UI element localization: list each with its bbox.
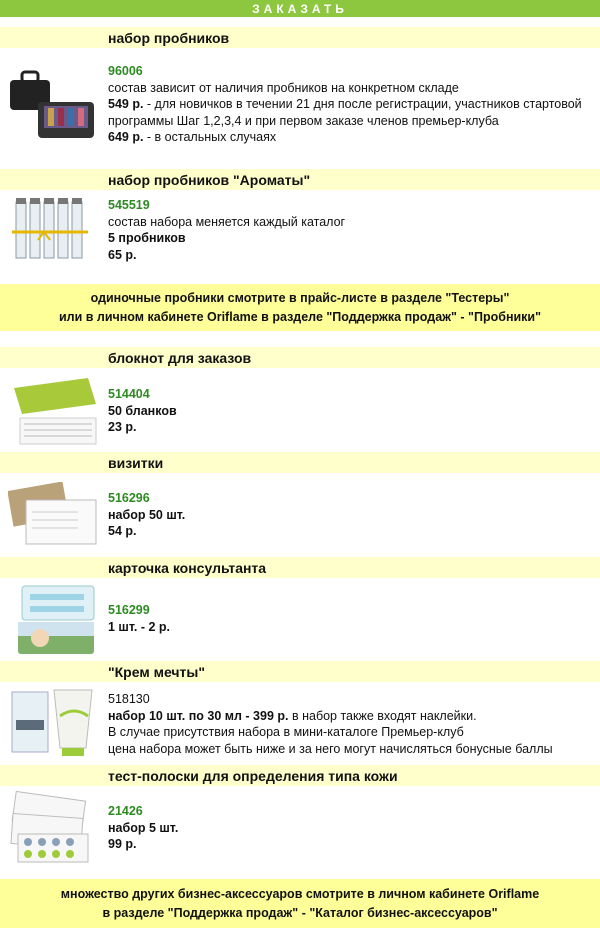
quantity-line: 5 пробников [108, 231, 186, 245]
section-header-dream-cream: "Крем мечты" [0, 661, 600, 682]
section-header-fragrance-samples: набор пробников "Ароматы" [0, 169, 600, 190]
price-line: 649 р. - в остальных случаях [108, 130, 277, 144]
quantity-line: набор 5 шт. [108, 820, 179, 835]
section-header-samples-set: набор пробников [0, 27, 600, 48]
order-pad-icon [8, 374, 100, 446]
product-code: 21426 [108, 804, 143, 818]
fragrance-vials-icon [8, 196, 100, 262]
product-code: 516296 [108, 491, 150, 505]
item-samples-set [108, 63, 592, 146]
business-cards-icon [8, 482, 100, 548]
product-code: 514404 [108, 387, 150, 401]
item-dream-cream [108, 691, 592, 757]
section-header-order-pad: блокнот для заказов [0, 347, 600, 368]
price-line: набор 10 шт. по 30 мл - 399 р. в набор также входят наклейки. [108, 708, 477, 723]
page-title: ЗАКАЗАТЬ [0, 0, 600, 17]
section-header-consultant-card: карточка консультанта [0, 557, 600, 578]
item-consultant-card [108, 602, 592, 635]
notice-line: в разделе "Поддержка продаж" - "Каталог бизнес-аксессуаров" [102, 905, 498, 920]
sample-bag-icon [8, 62, 100, 142]
description-line: В случае присутствия набора в мини-каталоге Премьер-клуб [108, 725, 464, 739]
consultant-card-icon [8, 584, 100, 656]
description-line: состав зависит от наличия пробников на конкретном складе [108, 80, 459, 95]
product-code: 518130 [108, 692, 150, 706]
description-line: цена набора может быть ниже и за него могут начисляться бонусные баллы [108, 741, 553, 756]
product-code: 516299 [108, 603, 150, 617]
product-code: 96006 [108, 64, 143, 78]
notice-line: множество других бизнес-аксессуаров смотрите в личном кабинете Oriflame [60, 886, 540, 901]
price-line: 23 р. [108, 420, 137, 434]
item-business-cards [108, 490, 592, 540]
price-line: 99 р. [108, 837, 137, 851]
quantity-line: набор 50 шт. [108, 507, 186, 522]
price-line: 1 шт. - 2 р. [108, 619, 170, 634]
product-code: 545519 [108, 198, 150, 212]
item-fragrance-samples [108, 197, 592, 263]
section-header-business-cards: визитки [0, 452, 600, 473]
notice-line: или в личном кабинете Oriflame в разделе "Поддержка продаж" - "Пробники" [58, 309, 542, 324]
price-line: 54 р. [108, 524, 137, 538]
notice-single-samples [0, 284, 600, 331]
description-line: программы Шаг 1,2,3,4 и при первом заказе членов премьер-клуба [108, 113, 499, 128]
notice-business-accessories [0, 879, 600, 928]
description-line: состав набора меняется каждый каталог [108, 214, 346, 229]
notice-line: одиночные пробники смотрите в прайс-листе в разделе "Тестеры" [90, 290, 510, 305]
section-header-test-strips: тест-полоски для определения типа кожи [0, 765, 600, 786]
quantity-line: 50 бланков [108, 403, 177, 418]
price-line: 65 р. [108, 247, 137, 262]
item-order-pad [108, 386, 592, 436]
item-test-strips [108, 803, 592, 853]
cream-tube-icon [8, 686, 100, 758]
price-line: 549 р. - для новичков в течении 21 дня после регистрации, участников стартовой [108, 97, 582, 111]
test-strips-icon [8, 790, 100, 866]
